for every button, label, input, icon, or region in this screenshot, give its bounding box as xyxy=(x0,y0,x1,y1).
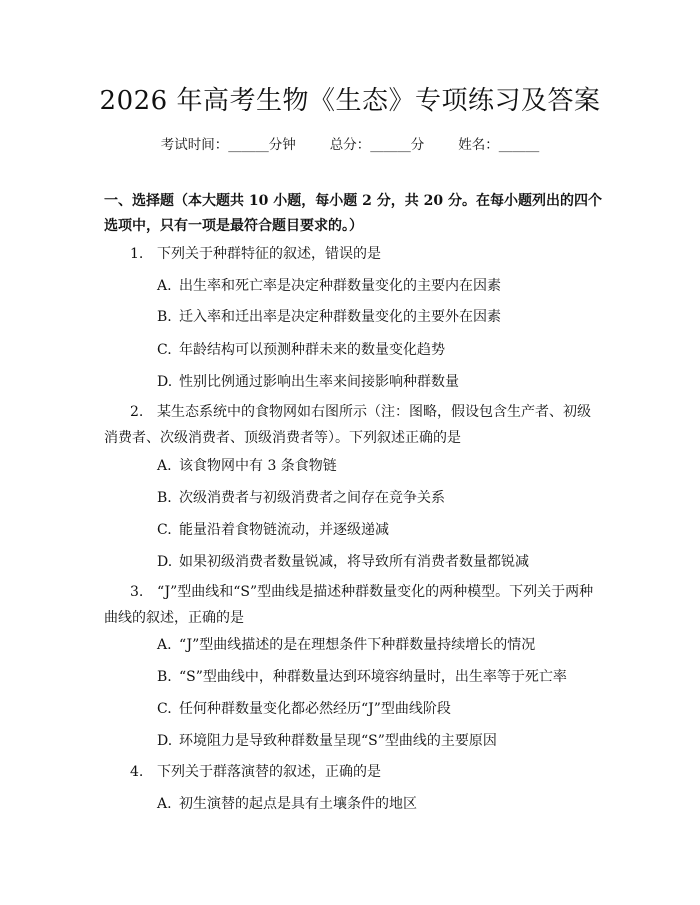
question-3-option-d xyxy=(157,731,607,751)
question-number: 3. xyxy=(130,584,144,600)
option-text: 环境阻力是导致种群数量呈现“S”型曲线的主要原因 xyxy=(179,733,497,749)
question-4-option-a xyxy=(157,794,607,814)
question-number: 4. xyxy=(130,764,144,780)
question-number: 2. xyxy=(130,404,144,420)
option-text: 次级消费者与初级消费者之间存在竞争关系 xyxy=(179,490,445,506)
total-score-field: 总分：______分 xyxy=(329,137,425,153)
question-1-stem xyxy=(104,241,604,267)
question-1-option-c xyxy=(157,340,607,360)
option-text: 如果初级消费者数量锐减，将导致所有消费者数量都锐减 xyxy=(179,554,529,570)
option-letter: B. xyxy=(157,309,172,325)
option-text: “S”型曲线中，种群数量达到环境容纳量时，出生率等于死亡率 xyxy=(179,669,567,685)
question-2-option-a xyxy=(157,456,607,476)
option-text: 迁入率和迁出率是决定种群数量变化的主要外在因素 xyxy=(179,309,501,325)
option-letter: B. xyxy=(157,669,172,685)
option-letter: D. xyxy=(157,554,173,570)
question-text: 下列关于群落演替的叙述，正确的是 xyxy=(157,764,381,780)
option-letter: A. xyxy=(157,458,172,474)
option-text: 任何种群数量变化都必然经历“J”型曲线阶段 xyxy=(179,701,451,717)
option-text: “J”型曲线描述的是在理想条件下种群数量持续增长的情况 xyxy=(179,637,536,653)
option-letter: D. xyxy=(157,374,173,390)
question-text: 下列关于种群特征的叙述，错误的是 xyxy=(157,246,381,262)
option-letter: C. xyxy=(157,701,172,717)
section-header: 一、选择题（本大题共 10 小题，每小题 2 分，共 20 分。在每小题列出的四个选项中，只有一项是最符合题目要求的。） xyxy=(104,193,602,234)
question-text: “J”型曲线和“S”型曲线是描述种群数量变化的两种模型。下列关于两种曲线的叙述，正确的是 xyxy=(104,584,594,626)
question-2-option-b xyxy=(157,488,607,508)
option-letter: D. xyxy=(157,733,173,749)
question-1-option-d xyxy=(157,372,607,392)
exam-time-field: 考试时间：______分钟 xyxy=(160,137,296,153)
page-title: 2026 年高考生物《生态》专项练习及答案 xyxy=(99,86,601,116)
question-1-option-b xyxy=(157,307,607,327)
name-field: 姓名：______ xyxy=(458,137,540,153)
option-letter: A. xyxy=(157,278,172,294)
question-3-stem xyxy=(104,579,604,631)
option-letter: A. xyxy=(157,637,172,653)
option-text: 性别比例通过影响出生率来间接影响种群数量 xyxy=(179,374,459,390)
question-text: 某生态系统中的食物网如右图所示（注：图略，假设包含生产者、初级消费者、次级消费者、顶级消费者等）。下列叙述正确的是 xyxy=(104,404,591,446)
option-letter: C. xyxy=(157,522,172,538)
option-text: 能量沿着食物链流动，并逐级递减 xyxy=(179,522,389,538)
question-1-option-a xyxy=(157,276,607,296)
question-2-option-c xyxy=(157,520,607,540)
question-2-stem xyxy=(104,399,604,451)
option-letter: C. xyxy=(157,342,172,358)
option-letter: A. xyxy=(157,796,172,812)
option-text: 初生演替的起点是具有土壤条件的地区 xyxy=(179,796,417,812)
option-text: 年龄结构可以预测种群未来的数量变化趋势 xyxy=(179,342,445,358)
question-3-option-c xyxy=(157,699,607,719)
option-text: 出生率和死亡率是决定种群数量变化的主要内在因素 xyxy=(179,278,501,294)
question-3-option-a xyxy=(157,635,607,655)
exam-info-line xyxy=(0,133,700,153)
question-number: 1. xyxy=(130,246,144,262)
question-3-option-b xyxy=(157,667,607,687)
option-text: 该食物网中有 3 条食物链 xyxy=(179,458,337,474)
option-letter: B. xyxy=(157,490,172,506)
question-2-option-d xyxy=(157,552,607,572)
question-4-stem xyxy=(104,759,604,785)
